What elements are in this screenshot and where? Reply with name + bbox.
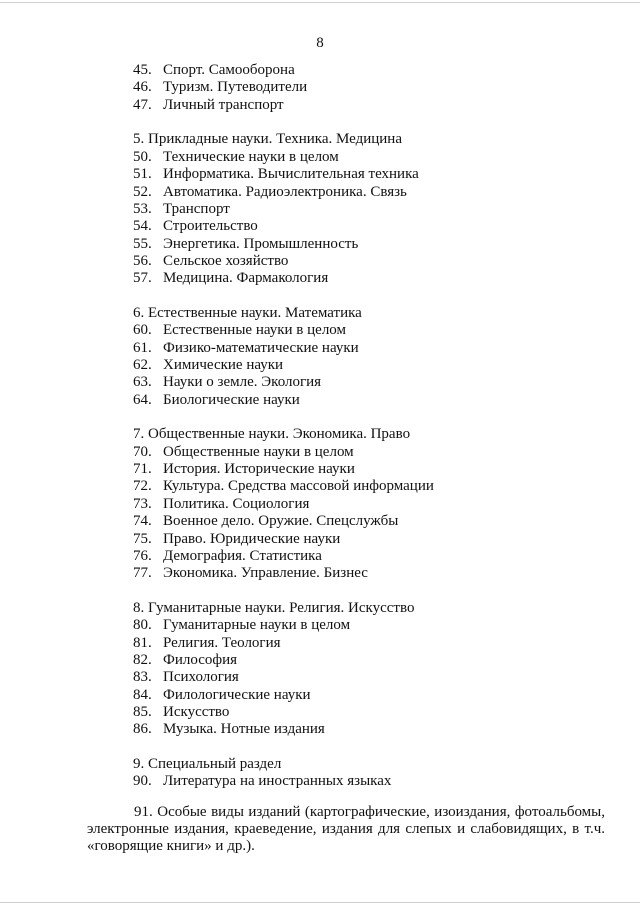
- scan-edge-bottom: [0, 902, 640, 903]
- section-heading: 9. Специальный раздел: [133, 756, 282, 772]
- page-number: 8: [316, 35, 324, 51]
- list-item: [133, 652, 237, 669]
- item-number: 46.: [133, 79, 152, 96]
- item-number: 54.: [133, 218, 152, 235]
- list-item: [133, 149, 339, 166]
- list-item: [133, 444, 354, 461]
- list-item: [133, 669, 239, 686]
- list-item: [133, 565, 368, 582]
- list-item: [133, 773, 391, 790]
- item-title: Сельское хозяйство: [163, 252, 289, 269]
- scan-edge-top: [0, 2, 640, 3]
- item-title: Экономика. Управление. Бизнес: [163, 565, 368, 582]
- item-title: Право. Юридические науки: [163, 530, 341, 547]
- list-item: [133, 253, 288, 270]
- list-item: [133, 478, 434, 495]
- item-number: 71.: [133, 461, 152, 478]
- item-title: Культура. Средства массовой информации: [163, 478, 434, 495]
- list-item: [133, 548, 322, 565]
- list-item: [133, 531, 340, 548]
- item-title: Информатика. Вычислительная техника: [163, 166, 419, 183]
- item-number: 77.: [133, 565, 152, 582]
- list-item: [133, 218, 258, 235]
- item-title: Естественные науки в целом: [163, 322, 347, 339]
- item-number: 55.: [133, 235, 152, 252]
- item-number: 84.: [133, 686, 152, 703]
- item-number: 90.: [133, 773, 152, 790]
- item-title: Музыка. Нотные издания: [163, 721, 325, 738]
- list-item: [133, 687, 311, 704]
- item-number: 73.: [133, 495, 152, 512]
- item-title: Религия. Теология: [163, 634, 281, 651]
- list-item: [133, 166, 419, 183]
- list-item: [133, 704, 229, 721]
- final-paragraph: 91. Особые виды изданий (картографические, изоиздания, фотоальбомы, электронные издания, краеведение, издания для слепых и слабовидящих, в т.ч. «говорящие книги» и др.).: [87, 804, 605, 855]
- item-title: Психология: [163, 669, 239, 686]
- list-item: [133, 79, 307, 96]
- item-number: 47.: [133, 96, 152, 113]
- item-number: 50.: [133, 148, 152, 165]
- list-item: [133, 236, 358, 253]
- item-title: Искусство: [163, 704, 230, 720]
- item-number: 75.: [133, 530, 152, 547]
- list-item: [133, 635, 281, 652]
- list-item: [133, 513, 398, 530]
- list-item: [133, 97, 284, 114]
- section-heading: 5. Прикладные науки. Техника. Медицина: [133, 131, 402, 148]
- item-number: 64.: [133, 391, 152, 408]
- item-title: Автоматика. Радиоэлектроника. Связь: [163, 183, 407, 200]
- item-title: Транспорт: [163, 200, 230, 217]
- item-number: 83.: [133, 669, 152, 686]
- item-number: 57.: [133, 270, 152, 287]
- list-item: [133, 201, 230, 218]
- item-number: 86.: [133, 721, 152, 738]
- item-number: 81.: [133, 634, 152, 651]
- item-title: Гуманитарные науки в целом: [163, 617, 351, 634]
- item-title: Филологические науки: [163, 686, 311, 703]
- item-number: 85.: [133, 704, 152, 720]
- section-heading: 6. Естественные науки. Математика: [133, 304, 362, 321]
- item-title: Науки о земле. Экология: [163, 374, 322, 391]
- item-number: 61.: [133, 339, 152, 356]
- item-number: 72.: [133, 478, 152, 495]
- item-title: Медицина. Фармакология: [163, 270, 329, 287]
- item-title: Общественные науки в целом: [163, 443, 354, 460]
- list-item: [133, 617, 350, 634]
- item-number: 70.: [133, 443, 152, 460]
- item-number: 76.: [133, 547, 152, 564]
- item-number: 45.: [133, 62, 152, 78]
- list-item: [133, 357, 283, 374]
- item-title: Литература на иностранных языках: [163, 773, 392, 790]
- item-number: 53.: [133, 200, 152, 217]
- item-title: Технические науки в целом: [163, 148, 339, 165]
- item-number: 82.: [133, 651, 152, 668]
- item-title: Политика. Социология: [163, 495, 310, 512]
- item-number: 62.: [133, 357, 152, 373]
- list-item: [133, 721, 325, 738]
- item-title: Философия: [163, 651, 238, 668]
- list-item: [133, 62, 295, 79]
- list-item: [133, 340, 359, 357]
- list-item: [133, 461, 355, 478]
- item-title: Строительство: [163, 218, 258, 235]
- item-number: 74.: [133, 513, 152, 530]
- item-title: Личный транспорт: [163, 96, 284, 113]
- list-item: [133, 374, 321, 391]
- item-number: 80.: [133, 617, 152, 634]
- list-item: [133, 270, 328, 287]
- item-title: Химические науки: [163, 357, 284, 373]
- item-title: Военное дело. Оружие. Спецслужбы: [163, 513, 399, 530]
- list-item: [133, 496, 309, 513]
- item-number: 52.: [133, 183, 152, 200]
- item-title: Физико-математические науки: [163, 339, 359, 356]
- section-heading: 7. Общественные науки. Экономика. Право: [133, 426, 411, 443]
- list-item: [133, 184, 407, 201]
- item-title: Биологические науки: [163, 391, 300, 408]
- item-title: Энергетика. Промышленность: [163, 235, 359, 252]
- item-number: 60.: [133, 322, 152, 339]
- item-title: Демография. Статистика: [163, 547, 322, 564]
- item-number: 63.: [133, 374, 152, 391]
- item-title: Туризм. Путеводители: [163, 79, 308, 96]
- item-title: Спорт. Самооборона: [163, 62, 295, 78]
- list-item: [133, 322, 346, 339]
- list-item: [133, 392, 300, 409]
- item-number: 51.: [133, 166, 152, 183]
- item-title: История. Исторические науки: [163, 461, 355, 478]
- item-number: 56.: [133, 252, 152, 269]
- section-heading: 8. Гуманитарные науки. Религия. Искусство: [133, 599, 415, 616]
